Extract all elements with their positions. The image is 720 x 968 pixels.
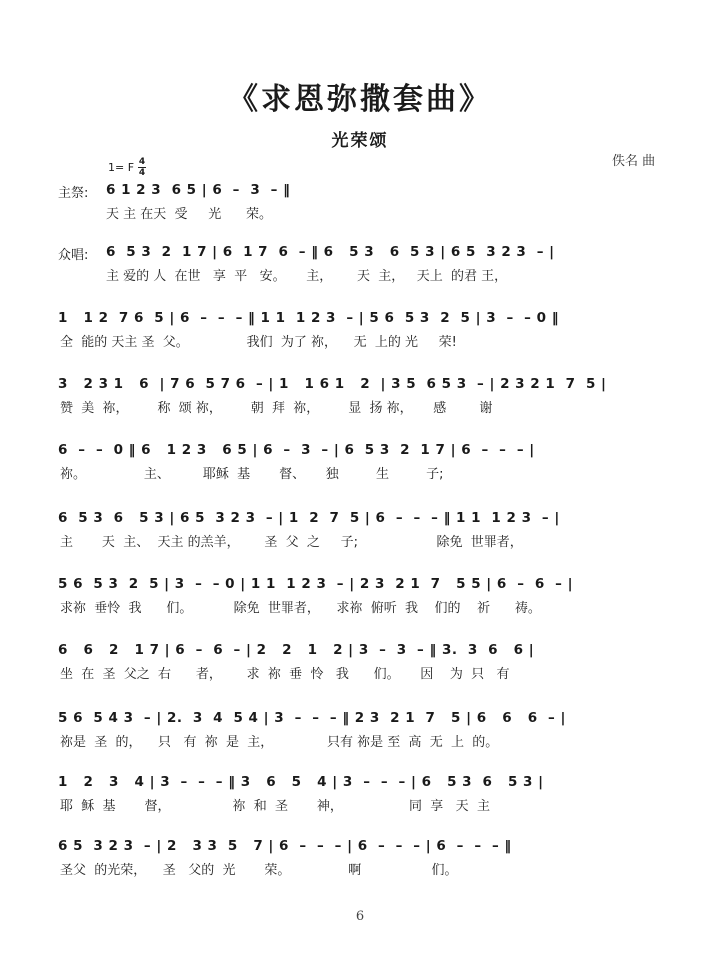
notation-line: 1 1 2 7 6 5 | 6 – – – ‖ 1 1 1 2 3 – | 5 6 5 3 2 5 | 3 – – 0 ‖ xyxy=(58,310,559,326)
notation-line: 3 2 3 1 6 | 7 6 5 7 6 – | 1 1 6 1 2 | 3 5 6 5 3 – | 2 3 2 1 7 5 | xyxy=(58,376,607,392)
lyrics-line: 祢是 圣 的， 只 有 祢 是 主， 只有 祢是 至 高 无 上 的。 xyxy=(60,735,499,750)
page-number: 6 xyxy=(355,909,365,924)
notation-line: 6 6 2 1 7 | 6 – 6 – | 2 2 1 2 | 3 – 3 – ‖ 3. 3 6 6 | xyxy=(58,642,535,658)
page-title: 《求恩弥撒套曲》 xyxy=(228,82,492,117)
composer-credit: 佚名 曲 xyxy=(612,154,656,169)
notation-line: 1 2 3 4 | 3 – – – ‖ 3 6 5 4 | 3 – – – | 6 5 3 6 5 3 | xyxy=(58,774,544,790)
notation-line: 6 5 3 2 3 – | 2 3 3 5 7 | 6 – – – | 6 – – – | 6 – – – ‖ xyxy=(58,838,512,854)
time-signature-bottom: 4 xyxy=(138,168,146,178)
lyrics-line: 祢。 主、 耶稣 基 督、 独 生 子; xyxy=(60,467,444,482)
notation-line: 6 – – 0 ‖ 6 1 2 3 6 5 | 6 – 3 – | 6 5 3 2 1 7 | 6 – – – | xyxy=(58,442,535,458)
notation-line: 6 5 3 6 5 3 | 6 5 3 2 3 – | 1 2 7 5 | 6 – – – ‖ 1 1 1 2 3 – | xyxy=(58,510,560,526)
part-label: 主祭: xyxy=(58,186,89,201)
notation-line: 6 5 3 2 1 7 | 6 1 7 6 – ‖ 6 5 3 6 5 3 | 6 5 3 2 3 – | xyxy=(106,244,555,260)
notation-line: 5 6 5 3 2 5 | 3 – – 0 | 1 1 1 2 3 – | 2 3 2 1 7 5 5 | 6 – 6 – | xyxy=(58,576,574,592)
lyrics-line: 主 爱的 人 在世 享 平 安。 主， 天 主， 天上 的君 王， xyxy=(106,269,508,284)
time-signature xyxy=(138,158,146,177)
part-label: 众唱: xyxy=(58,248,89,263)
key-label: 1= F xyxy=(108,161,135,174)
page-subtitle: 光荣颂 xyxy=(331,131,389,151)
lyrics-line: 天 主 在天 受 光 荣。 xyxy=(106,207,272,222)
lyrics-line: 全 能的 天主 圣 父。 我们 为了 祢， 无 上的 光 荣! xyxy=(60,335,457,350)
lyrics-line: 圣父 的光荣， 圣 父的 光 荣。 啊 们。 xyxy=(60,863,458,878)
key-signature xyxy=(108,158,146,177)
time-signature-top: 4 xyxy=(138,157,146,167)
lyrics-line: 求祢 垂怜 我 们。 除免 世罪者， 求祢 俯听 我 们的 祈 祷。 xyxy=(60,601,541,616)
lyrics-line: 赞 美 祢， 称 颂 祢， 朝 拜 祢， 显 扬 祢， 感 谢 xyxy=(60,401,493,416)
lyrics-line: 坐 在 圣 父之 右 者， 求 祢 垂 怜 我 们。 因 为 只 有 xyxy=(60,667,510,682)
notation-line: 5 6 5 4 3 – | 2. 3 4 5 4 | 3 – – – ‖ 2 3 2 1 7 5 | 6 6 6 – | xyxy=(58,710,566,726)
lyrics-line: 耶 稣 基 督， 祢 和 圣 神， 同 享 天 主 xyxy=(60,799,490,814)
lyrics-line: 主 天 主、 天主 的羔羊， 圣 父 之 子; 除免 世罪者， xyxy=(60,535,523,550)
notation-line: 6 1 2 3 6 5 | 6 – 3 – ‖ xyxy=(106,182,291,198)
